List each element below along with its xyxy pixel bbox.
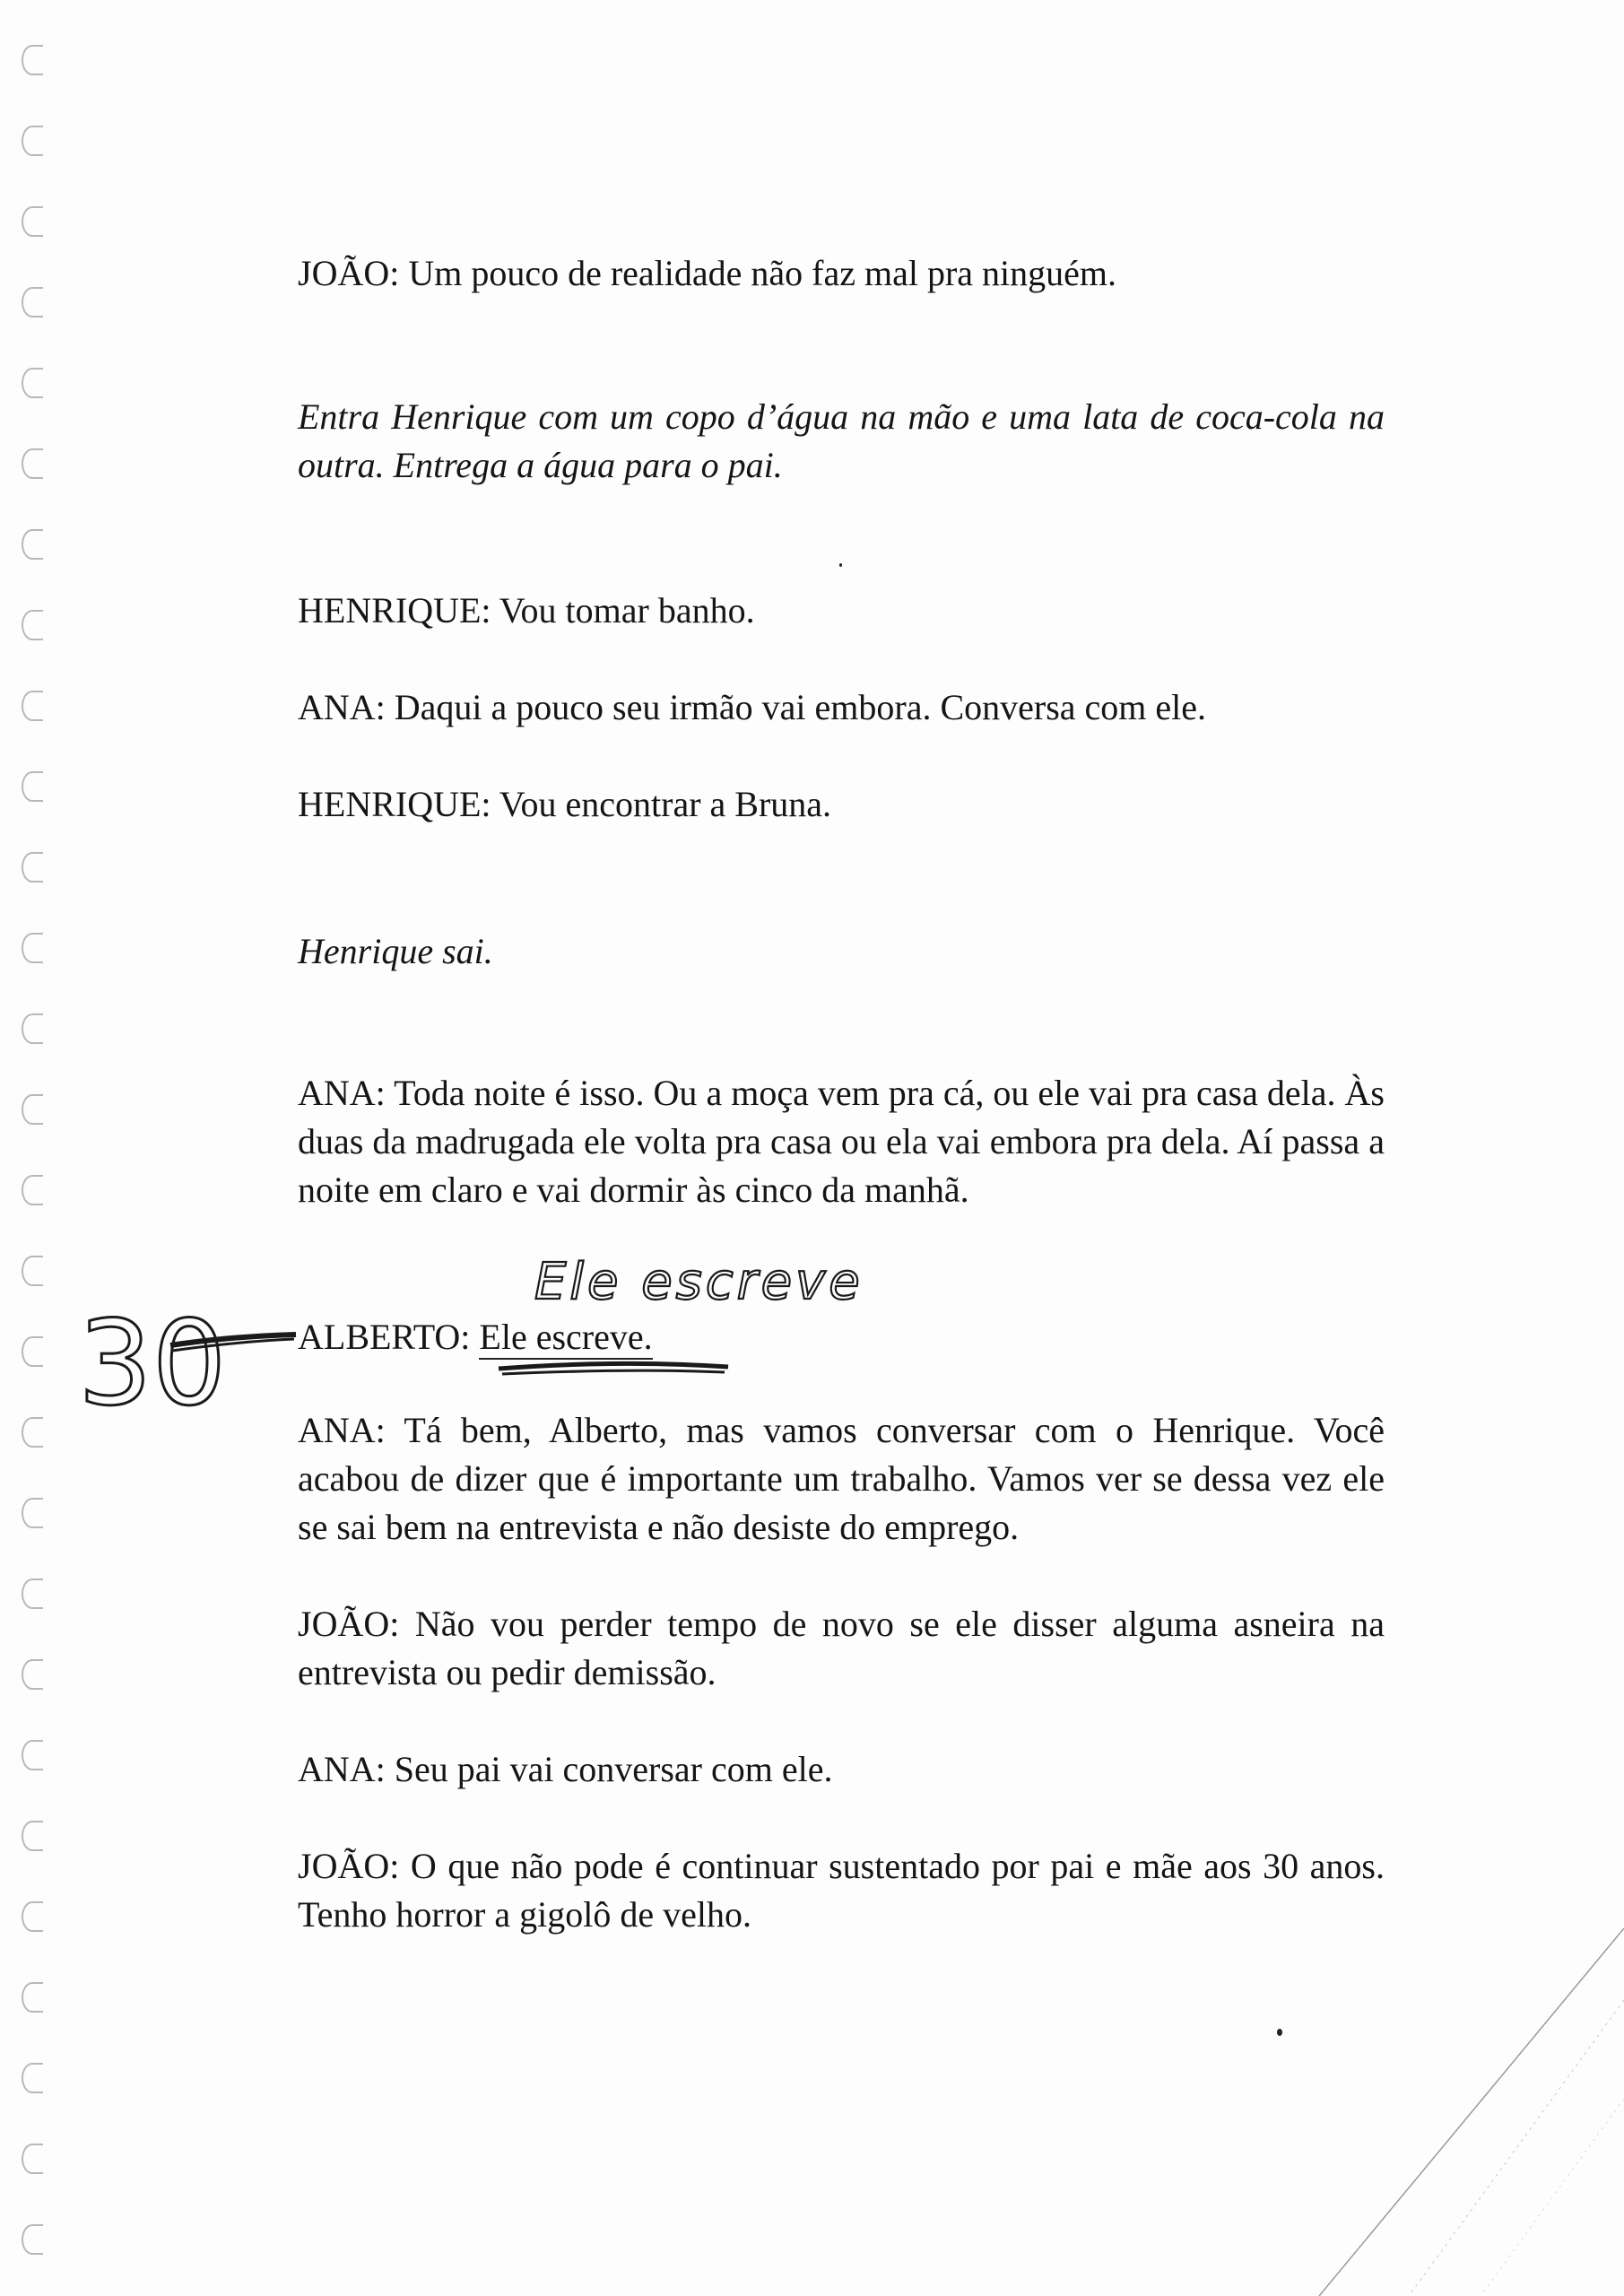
margin-number: 30 (78, 1295, 227, 1431)
stage-direction: Henrique sai. (298, 931, 493, 971)
binder-hole (22, 287, 43, 317)
dialogue-joao: JOÃO: Um pouco de realidade não faz mal pra ninguém. (298, 253, 1117, 293)
binder-hole (22, 2144, 43, 2174)
binder-hole (22, 1175, 43, 1205)
binder-hole (22, 206, 43, 237)
underline-stroke (499, 1363, 728, 1369)
binder-hole (22, 1740, 43, 1770)
binder-hole (22, 448, 43, 479)
binder-hole (22, 933, 43, 963)
binder-hole (22, 1256, 43, 1286)
stage-direction: Entra Henrique com um copo d’água na mão e uma lata de coca-cola na outra. Entrega a água para o pai. (298, 396, 1385, 485)
binder-hole (22, 1336, 43, 1367)
binder-hole (22, 1417, 43, 1448)
handwritten-word: Ele escreve (534, 1253, 864, 1311)
binder-hole (22, 1094, 43, 1125)
dialogue-henrique: HENRIQUE: Vou tomar banho. (298, 590, 755, 631)
dialogue-joao: JOÃO: O que não pode é continuar sustentado por pai e mãe aos 30 anos. Tenho horror a gigolô de velho. (298, 1846, 1385, 1935)
dialogue-ana: ANA: Daqui a pouco seu irmão vai embora. Conversa com ele. (298, 687, 1207, 727)
binder-hole (22, 2063, 43, 2093)
binder-holes (22, 36, 57, 2278)
binder-hole (22, 529, 43, 560)
handwritten-annotation (529, 1238, 864, 1318)
binder-hole (22, 771, 43, 802)
binder-hole (22, 1821, 43, 1851)
binder-hole (22, 1013, 43, 1044)
binder-hole (22, 1901, 43, 1932)
binder-hole (22, 1982, 43, 2013)
dialogue-alberto (298, 1313, 1385, 1361)
binder-hole (22, 691, 43, 721)
binder-hole (22, 852, 43, 883)
binder-hole (22, 1498, 43, 1528)
margin-number-annotation (76, 1269, 227, 1431)
binder-hole (22, 610, 43, 640)
binder-hole (22, 126, 43, 156)
binder-hole (22, 1659, 43, 1690)
speaker-label: ALBERTO: (298, 1317, 471, 1357)
stray-mark (839, 563, 842, 567)
binder-hole (22, 1578, 43, 1609)
binder-hole (22, 45, 43, 75)
dialogue-henrique: HENRIQUE: Vou encontrar a Bruna. (298, 784, 832, 824)
dialogue-ana: ANA: Seu pai vai conversar com ele. (298, 1749, 833, 1789)
binder-hole (22, 368, 43, 398)
binder-hole (22, 2224, 43, 2255)
stray-mark (1277, 2029, 1282, 2036)
dialogue-ana: ANA: Tá bem, Alberto, mas vamos conversar com o Henrique. Você acabou de dizer que é importante um trabalho. Vamos ver se dessa vez ele se sai bem na entrevista e não desiste do emprego. (298, 1410, 1385, 1547)
underline-stroke (502, 1370, 725, 1374)
underlined-speech: Ele escreve. (479, 1317, 652, 1360)
dialogue-ana: ANA: Toda noite é isso. Ou a moça vem pra cá, ou ele vai pra casa dela. Às duas da madrugada ele volta pra casa ou ela vai embora pra dela. Aí passa a noite em claro e vai dormir às cinco da manhã. (298, 1073, 1385, 1210)
folded-corner (1301, 1866, 1624, 2296)
dialogue-joao: JOÃO: Não vou perder tempo de novo se ele disser alguma asneira na entrevista ou pedir demissão. (298, 1604, 1385, 1692)
